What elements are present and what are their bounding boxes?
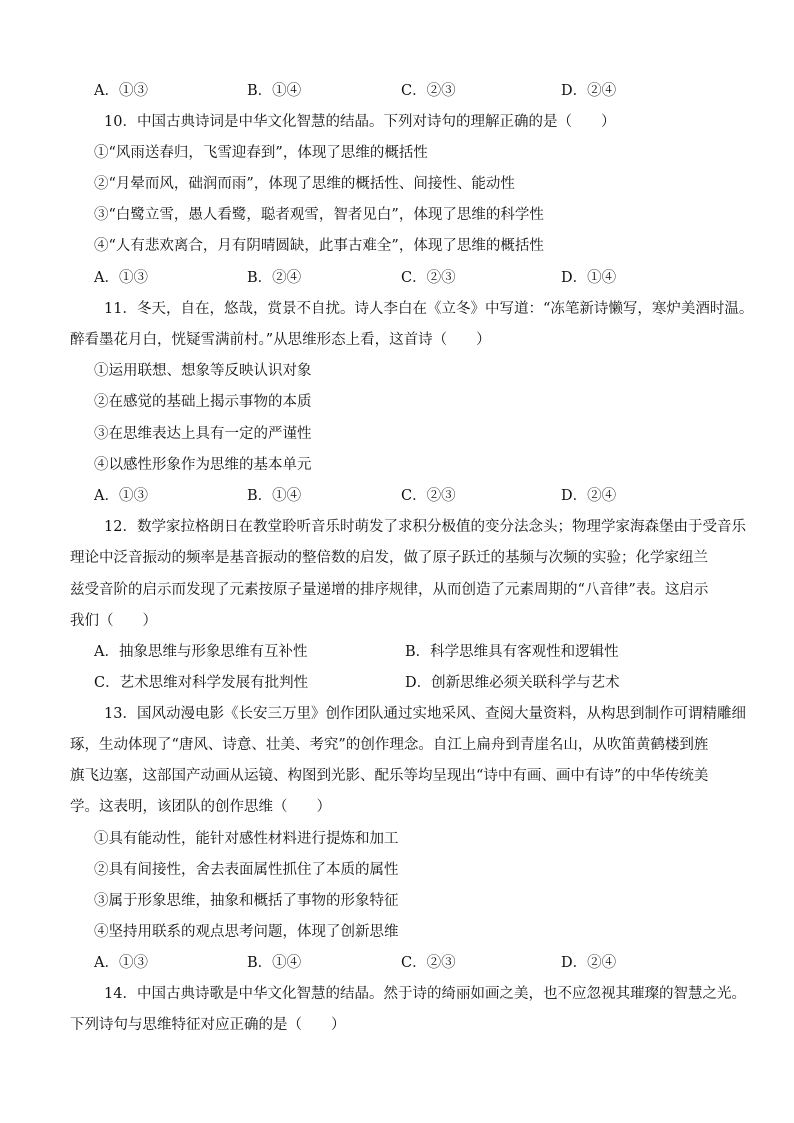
q13-option-a[interactable]: A．①③ xyxy=(94,955,148,971)
q10-options xyxy=(94,268,734,288)
q12-options-row-1 xyxy=(94,642,734,662)
q11-stem-line-1: 11．冬天，自在，悠哉，赏景不自扰。诗人李白在《立冬》中写道：“冻笔新诗懒写，寒炉美酒时温。 xyxy=(104,301,754,317)
q10-option-a[interactable]: A．①③ xyxy=(94,270,148,286)
q11-option-c[interactable]: C．②③ xyxy=(401,488,456,504)
q9-options xyxy=(94,81,734,101)
q12-option-b[interactable]: B．科学思维具有客观性和逻辑性 xyxy=(405,644,619,660)
q10-stem: 10．中国古典诗词是中华文化智慧的结晶。下列对诗句的理解正确的是（ ） xyxy=(104,114,616,130)
q11-item-4: ④以感性形象作为思维的基本单元 xyxy=(94,457,312,473)
q13-item-4: ④坚持用联系的观点思考问题，体现了创新思维 xyxy=(94,924,399,940)
q11-item-2: ②在感觉的基础上揭示事物的本质 xyxy=(94,394,312,410)
q10-item-4: ④“人有悲欢离合，月有阴晴圆缺，此事古难全”，体现了思维的概括性 xyxy=(94,238,544,254)
q13-stem-line-2: 琢，生动体现了“唐风、诗意、壮美、考究”的创作理念。自江上扁舟到青崖名山，从吹笛黄鹤楼到旌 xyxy=(70,737,709,753)
q9-option-b[interactable]: B．①④ xyxy=(247,83,302,99)
q13-stem-line-1: 13．国风动漫电影《长安三万里》创作团队通过实地采风、查阅大量资料，从构思到制作可谓精雕细 xyxy=(104,706,746,722)
q12-stem-line-4: 我们（ ） xyxy=(70,613,157,629)
q13-stem-line-4: 学。这表明，该团队的创作思维（ ） xyxy=(70,799,331,815)
q13-item-2: ②具有间接性，舍去表面属性抓住了本质的属性 xyxy=(94,862,399,878)
q12-stem-line-2: 理论中泛音振动的频率是基音振动的整倍数的启发，做了原子跃迁的基频与次频的实验；化学家纽兰 xyxy=(70,550,708,566)
q10-option-b[interactable]: B．②④ xyxy=(247,270,302,286)
q13-stem-line-3: 旗飞边塞，这部国产动画从运镜、构图到光影、配乐等均呈现出“诗中有画、画中有诗”的中华传统美 xyxy=(70,768,709,784)
q12-stem-line-3: 兹受音阶的启示而发现了元素按原子量递增的排序规律，从而创造了元素周期的“八音律”表。这启示 xyxy=(70,582,709,598)
q9-option-d[interactable]: D．②④ xyxy=(561,83,617,99)
q9-option-a[interactable]: A．①③ xyxy=(94,83,148,99)
q13-options xyxy=(94,953,734,973)
q10-option-d[interactable]: D．①④ xyxy=(561,270,617,286)
q11-option-a[interactable]: A．①③ xyxy=(94,488,148,504)
q12-option-d[interactable]: D．创新思维必须关联科学与艺术 xyxy=(405,675,620,691)
q11-item-1: ①运用联想、想象等反映认识对象 xyxy=(94,363,312,379)
q11-option-d[interactable]: D．②④ xyxy=(561,488,617,504)
q14-stem-line-2: 下列诗句与思维特征对应正确的是（ ） xyxy=(70,1017,346,1033)
q13-item-1: ①具有能动性，能针对感性材料进行提炼和加工 xyxy=(94,831,399,847)
q12-option-c[interactable]: C．艺术思维对科学发展有批判性 xyxy=(94,675,309,691)
q13-option-b[interactable]: B．①④ xyxy=(247,955,302,971)
q10-item-2: ②“月晕而风，础润而雨”，体现了思维的概括性、间接性、能动性 xyxy=(94,176,515,192)
q11-stem-line-2: 醉看墨花月白，恍疑雪满前村。”从思维形态上看，这首诗（ ） xyxy=(70,332,491,348)
q10-item-3: ③“白鹭立雪，愚人看鹭，聪者观雪，智者见白”，体现了思维的科学性 xyxy=(94,207,544,223)
q12-stem-line-1: 12．数学家拉格朗日在教堂聆听音乐时萌发了求积分极值的变分法念头；物理学家海森堡由于受音乐 xyxy=(104,519,746,535)
q12-options-row-2 xyxy=(94,673,734,693)
q13-option-d[interactable]: D．②④ xyxy=(561,955,617,971)
q12-option-a[interactable]: A．抽象思维与形象思维有互补性 xyxy=(94,644,308,660)
q10-option-c[interactable]: C．②③ xyxy=(401,270,456,286)
q13-item-3: ③属于形象思维，抽象和概括了事物的形象特征 xyxy=(94,893,399,909)
q14-stem-line-1: 14．中国古典诗歌是中华文化智慧的结晶。然于诗的绮丽如画之美，也不应忽视其璀璨的智慧之光。 xyxy=(104,986,746,1002)
q11-item-3: ③在思维表达上具有一定的严谨性 xyxy=(94,426,312,442)
q10-item-1: ①“风雨送春归，飞雪迎春到”，体现了思维的概括性 xyxy=(94,145,428,161)
q13-option-c[interactable]: C．②③ xyxy=(401,955,456,971)
q11-options xyxy=(94,486,734,506)
q11-option-b[interactable]: B．①④ xyxy=(247,488,302,504)
q9-option-c[interactable]: C．②③ xyxy=(401,83,456,99)
